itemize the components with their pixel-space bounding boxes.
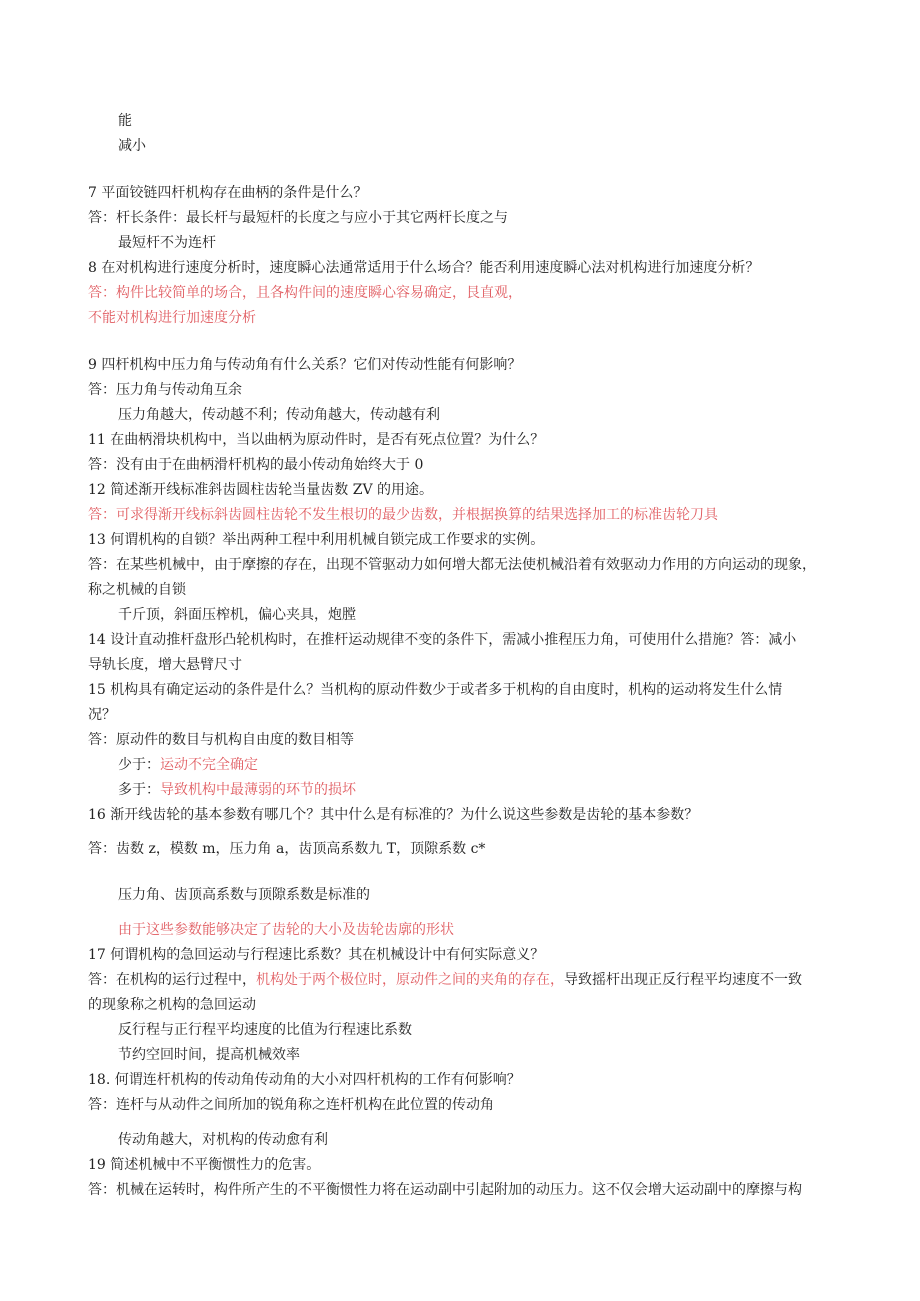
answer-11: 答：没有由于在曲柄滑杆机构的最小传动角始终大于 0	[88, 457, 424, 473]
answer-8: 答：构件比较简单的场合，且各构件间的速度瞬心容易确定，艮直观，	[88, 285, 522, 301]
question-19: 19 简述机械中不平衡惯性力的危害。	[88, 1157, 321, 1173]
answer-15: 答：原动件的数目与机构自由度的数目相等	[88, 732, 354, 748]
question-8: 8 在对机构进行速度分析时，速度瞬心法通常适用于什么场合？能否利用速度瞬心法对机构进行加速度分析？	[88, 260, 760, 276]
answer-18-cont: 传动角越大，对机构的传动愈有利	[118, 1132, 328, 1148]
answer-8-cont: 不能对机构进行加速度分析	[88, 310, 256, 326]
question-11: 11 在曲柄滑块机构中，当以曲柄为原动件时，是否有死点位置？为什么？	[88, 432, 545, 448]
answer-16-standard: 压力角、齿顶高系数与顶隙系数是标准的	[118, 887, 370, 903]
question-15-cont: 况？	[88, 707, 116, 723]
answer-15-more	[118, 781, 356, 799]
answer-16-reason: 由于这些参数能够决定了齿轮的大小及齿轮齿廓的形状	[118, 922, 454, 938]
text-line: 能	[118, 113, 132, 129]
question-17: 17 何谓机构的急回运动与行程速比系数？其在机械设计中有何实际意义？	[88, 947, 545, 963]
question-18: 18. 何谓连杆机构的传动角传动角的大小对四杆机构的工作有何影响？	[88, 1072, 521, 1088]
answer-17-part2: 机构处于两个极位时，原动件之间的夹角的存在，	[256, 972, 564, 988]
answer-9: 答：压力角与传动角互余	[88, 382, 242, 398]
answer-17	[88, 971, 802, 989]
question-7: 7 平面铰链四杆机构存在曲柄的条件是什么？	[88, 185, 368, 201]
answer-17-ratio: 反行程与正行程平均速度的比值为行程速比系数	[118, 1022, 412, 1038]
more-result: 导致机构中最薄弱的环节的损坏	[160, 782, 356, 798]
question-15: 15 机构具有确定运动的条件是什么？当机构的原动件数少于或者多于机构的自由度时，机构的运动将发生什么情	[88, 682, 783, 698]
answer-14-cont: 导轨长度，增大悬臂尺寸	[88, 657, 242, 673]
answer-13: 答：在某些机械中，由于摩擦的存在，出现不管驱动力如何增大都无法使机械沿着有效驱动力作用的方向运动的现象，	[88, 557, 816, 573]
answer-15-fewer	[118, 756, 258, 774]
question-9: 9 四杆机构中压力角与传动角有什么关系？它们对传动性能有何影响？	[88, 357, 522, 373]
answer-9-cont: 压力角越大，传动越不利；传动角越大，传动越有利	[118, 407, 440, 423]
label-more: 多于：	[118, 782, 160, 798]
fewer-result: 运动不完全确定	[160, 757, 258, 773]
answer-17-part3: 导致摇杆出现正反行程平均速度不一致	[564, 972, 802, 988]
question-16: 16 渐开线齿轮的基本参数有哪几个？其中什么是有标准的？为什么说这些参数是齿轮的基本参数？	[88, 807, 699, 823]
answer-7-cont: 最短杆不为连杆	[118, 235, 216, 251]
answer-19: 答：机械在运转时，构件所产生的不平衡惯性力将在运动副中引起附加的动压力。这不仅会增大运动副中的摩擦与构	[88, 1182, 802, 1198]
question-13: 13 何谓机构的自锁？举出两种工程中利用机械自锁完成工作要求的实例。	[88, 532, 545, 548]
answer-17-part1: 答：在机构的运行过程中，	[88, 972, 256, 988]
answer-12: 答：可求得渐开线标斜齿圆柱齿轮不发生根切的最少齿数，并根据换算的结果选择加工的标准齿轮刀具	[88, 507, 718, 523]
answer-13-cont: 称之机械的自锁	[88, 582, 186, 598]
text-line: 减小	[118, 138, 146, 154]
answer-18: 答：连杆与从动件之间所加的锐角称之连杆机构在此位置的传动角	[88, 1097, 494, 1113]
answer-17-meaning: 节约空回时间，提高机械效率	[118, 1047, 300, 1063]
question-12: 12 简述渐开线标准斜齿圆柱齿轮当量齿数 ZV 的用途。	[88, 482, 434, 498]
answer-16: 答：齿数 z，模数 m，压力角 a，齿顶高系数九 T，顶隙系数 c*	[88, 841, 486, 857]
question-14: 14 设计直动推杆盘形凸轮机构时，在推杆运动规律不变的条件下，需减小推程压力角，可使用什么措施？答：减小	[88, 632, 797, 648]
answer-13-examples: 千斤顶，斜面压榨机，偏心夹具，炮膛	[118, 607, 356, 623]
answer-7: 答：杆长条件：最长杆与最短杆的长度之与应小于其它两杆长度之与	[88, 210, 508, 226]
label-fewer: 少于：	[118, 757, 160, 773]
answer-17-cont: 的现象称之机构的急回运动	[88, 997, 256, 1013]
